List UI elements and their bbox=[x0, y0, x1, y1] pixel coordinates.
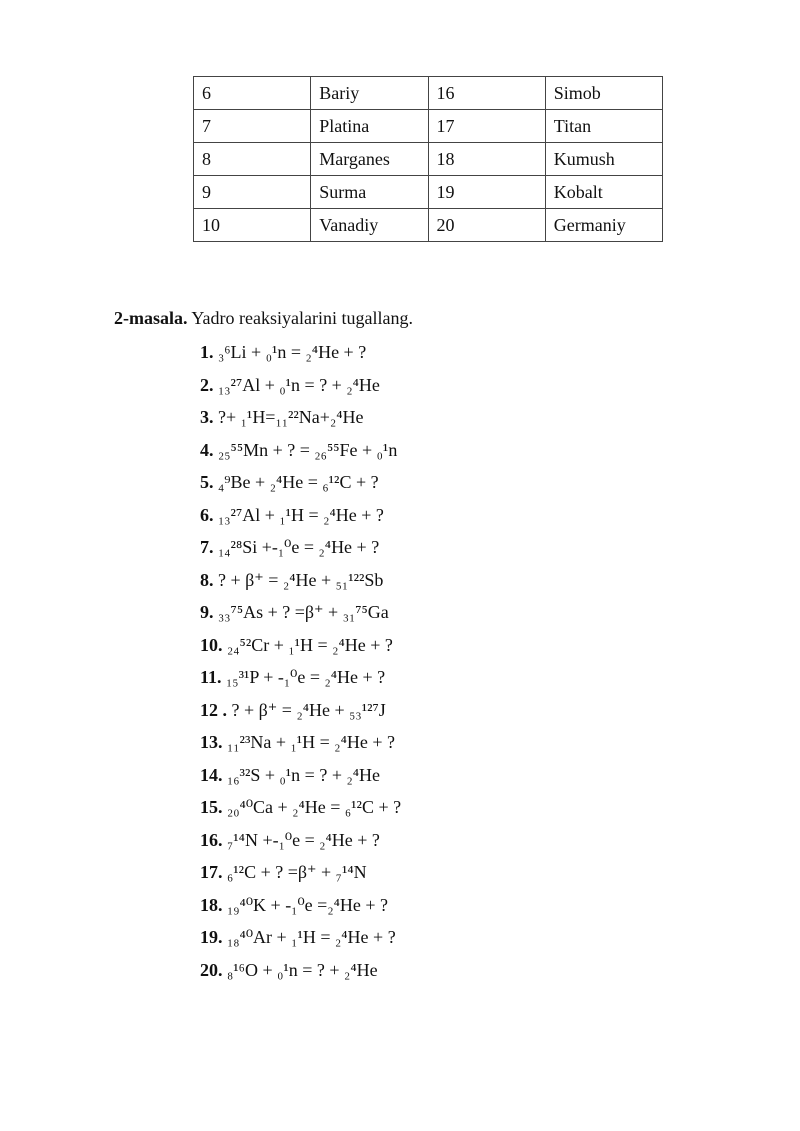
reaction-item bbox=[200, 826, 760, 859]
reaction-equation: ₂₄⁵²Cr + ₁¹H = ₂⁴He + ? bbox=[222, 634, 393, 655]
reaction-equation: ₁₄²⁸Si +-₁⁰e = ₂⁴He + ? bbox=[213, 537, 380, 557]
table-cell: 19 bbox=[428, 176, 545, 209]
reaction-equation: ₄⁹Be + ₂⁴He = ₆¹²C + ? bbox=[213, 472, 379, 492]
table-cell: 7 bbox=[194, 110, 311, 143]
reaction-equation: ₆¹²C + ? =β⁺ + ₇¹⁴N bbox=[222, 862, 367, 882]
reaction-item bbox=[200, 436, 760, 469]
reaction-item bbox=[200, 923, 760, 956]
table-row bbox=[194, 209, 663, 242]
reaction-equation: ₁₁²³Na + ₁¹H = ₂⁴He + ? bbox=[222, 732, 395, 752]
reaction-equation: ?+ ₁¹H=₁₁²²Na+₂⁴He bbox=[213, 407, 364, 427]
reaction-number: 19. bbox=[200, 927, 223, 947]
reaction-equation: ₂₀⁴⁰Ca + ₂⁴He = ₆¹²C + ? bbox=[222, 797, 402, 817]
problem-heading bbox=[114, 308, 413, 329]
table-row bbox=[194, 143, 663, 176]
table-cell: Marganes bbox=[311, 143, 428, 176]
reaction-item bbox=[200, 891, 760, 924]
table-row bbox=[194, 77, 663, 110]
reaction-number: 12 . bbox=[200, 699, 227, 720]
reaction-item bbox=[200, 858, 760, 891]
reaction-item bbox=[200, 501, 760, 534]
table-cell: 18 bbox=[428, 143, 545, 176]
reaction-number: 14. bbox=[200, 764, 223, 785]
reaction-number: 20. bbox=[200, 959, 223, 980]
reaction-equation: ₇¹⁴N +-₁⁰e = ₂⁴He + ? bbox=[222, 829, 380, 850]
table-row bbox=[194, 176, 663, 209]
reaction-number: 1. bbox=[200, 342, 214, 362]
reaction-number: 4. bbox=[200, 439, 214, 460]
elements-table bbox=[193, 76, 663, 242]
reaction-item bbox=[200, 696, 760, 729]
reaction-equation: ₁₉⁴⁰K + -₁⁰e =₂⁴He + ? bbox=[222, 894, 388, 915]
reaction-number: 6. bbox=[200, 504, 214, 525]
reaction-item bbox=[200, 631, 760, 664]
reaction-item bbox=[200, 533, 760, 566]
table-cell: Titan bbox=[545, 110, 662, 143]
table-cell: Surma bbox=[311, 176, 428, 209]
reaction-item bbox=[200, 338, 760, 371]
reaction-item bbox=[200, 663, 760, 696]
reaction-equation: ₈¹⁶O + ₀¹n = ? + ₂⁴He bbox=[222, 959, 378, 980]
reaction-item bbox=[200, 956, 760, 989]
problem-label: 2-masala. bbox=[114, 308, 188, 328]
table-cell: 16 bbox=[428, 77, 545, 110]
reaction-equation: ₁₃²⁷Al + ₀¹n = ? + ₂⁴He bbox=[213, 374, 380, 395]
reaction-item bbox=[200, 403, 760, 436]
reaction-item bbox=[200, 468, 760, 501]
reaction-item bbox=[200, 728, 760, 761]
reaction-number: 9. bbox=[200, 602, 214, 622]
table-cell: 20 bbox=[428, 209, 545, 242]
reaction-item bbox=[200, 371, 760, 404]
table-cell: Kobalt bbox=[545, 176, 662, 209]
problem-text: Yadro reaksiyalarini tugallang. bbox=[187, 308, 413, 328]
table-cell: 17 bbox=[428, 110, 545, 143]
reaction-number: 18. bbox=[200, 894, 223, 915]
table-cell: Germaniy bbox=[545, 209, 662, 242]
table-cell: Vanadiy bbox=[311, 209, 428, 242]
table-cell: 8 bbox=[194, 143, 311, 176]
table-cell: Platina bbox=[311, 110, 428, 143]
table-cell: Kumush bbox=[545, 143, 662, 176]
reaction-equation: ₃₃⁷⁵As + ? =β⁺ + ₃₁⁷⁵Ga bbox=[213, 602, 389, 622]
reaction-item bbox=[200, 793, 760, 826]
reaction-number: 8. bbox=[200, 569, 214, 590]
reaction-number: 13. bbox=[200, 732, 223, 752]
reaction-number: 7. bbox=[200, 537, 214, 557]
table-row bbox=[194, 110, 663, 143]
reaction-number: 17. bbox=[200, 862, 223, 882]
reaction-number: 16. bbox=[200, 829, 223, 850]
reaction-item bbox=[200, 566, 760, 599]
table-cell: 9 bbox=[194, 176, 311, 209]
reaction-equation: ₁₆³²S + ₀¹n = ? + ₂⁴He bbox=[222, 764, 381, 785]
reaction-item bbox=[200, 598, 760, 631]
reaction-number: 15. bbox=[200, 797, 223, 817]
reaction-number: 11. bbox=[200, 667, 222, 687]
table-cell: 6 bbox=[194, 77, 311, 110]
table-cell: Bariy bbox=[311, 77, 428, 110]
reaction-equation: ₁₅³¹P + -₁⁰e = ₂⁴He + ? bbox=[221, 667, 386, 687]
reaction-equation: ₃⁶Li + ₀¹n = ₂⁴He + ? bbox=[213, 342, 367, 362]
reaction-number: 3. bbox=[200, 407, 214, 427]
reaction-equation: ₁₈⁴⁰Ar + ₁¹H = ₂⁴He + ? bbox=[222, 927, 396, 947]
table-cell: 10 bbox=[194, 209, 311, 242]
reaction-number: 2. bbox=[200, 374, 214, 395]
reaction-equation: ₁₃²⁷Al + ₁¹H = ₂⁴He + ? bbox=[213, 504, 384, 525]
reaction-list bbox=[200, 338, 760, 988]
reaction-number: 5. bbox=[200, 472, 214, 492]
reaction-number: 10. bbox=[200, 634, 223, 655]
reaction-item bbox=[200, 761, 760, 794]
reaction-equation: ? + β⁺ = ₂⁴He + ₅₁¹²²Sb bbox=[213, 569, 384, 590]
table-cell: Simob bbox=[545, 77, 662, 110]
reaction-equation: ₂₅⁵⁵Mn + ? = ₂₆⁵⁵Fe + ₀¹n bbox=[213, 439, 398, 460]
reaction-equation: ? + β⁺ = ₂⁴He + ₅₃¹²⁷J bbox=[227, 699, 386, 720]
